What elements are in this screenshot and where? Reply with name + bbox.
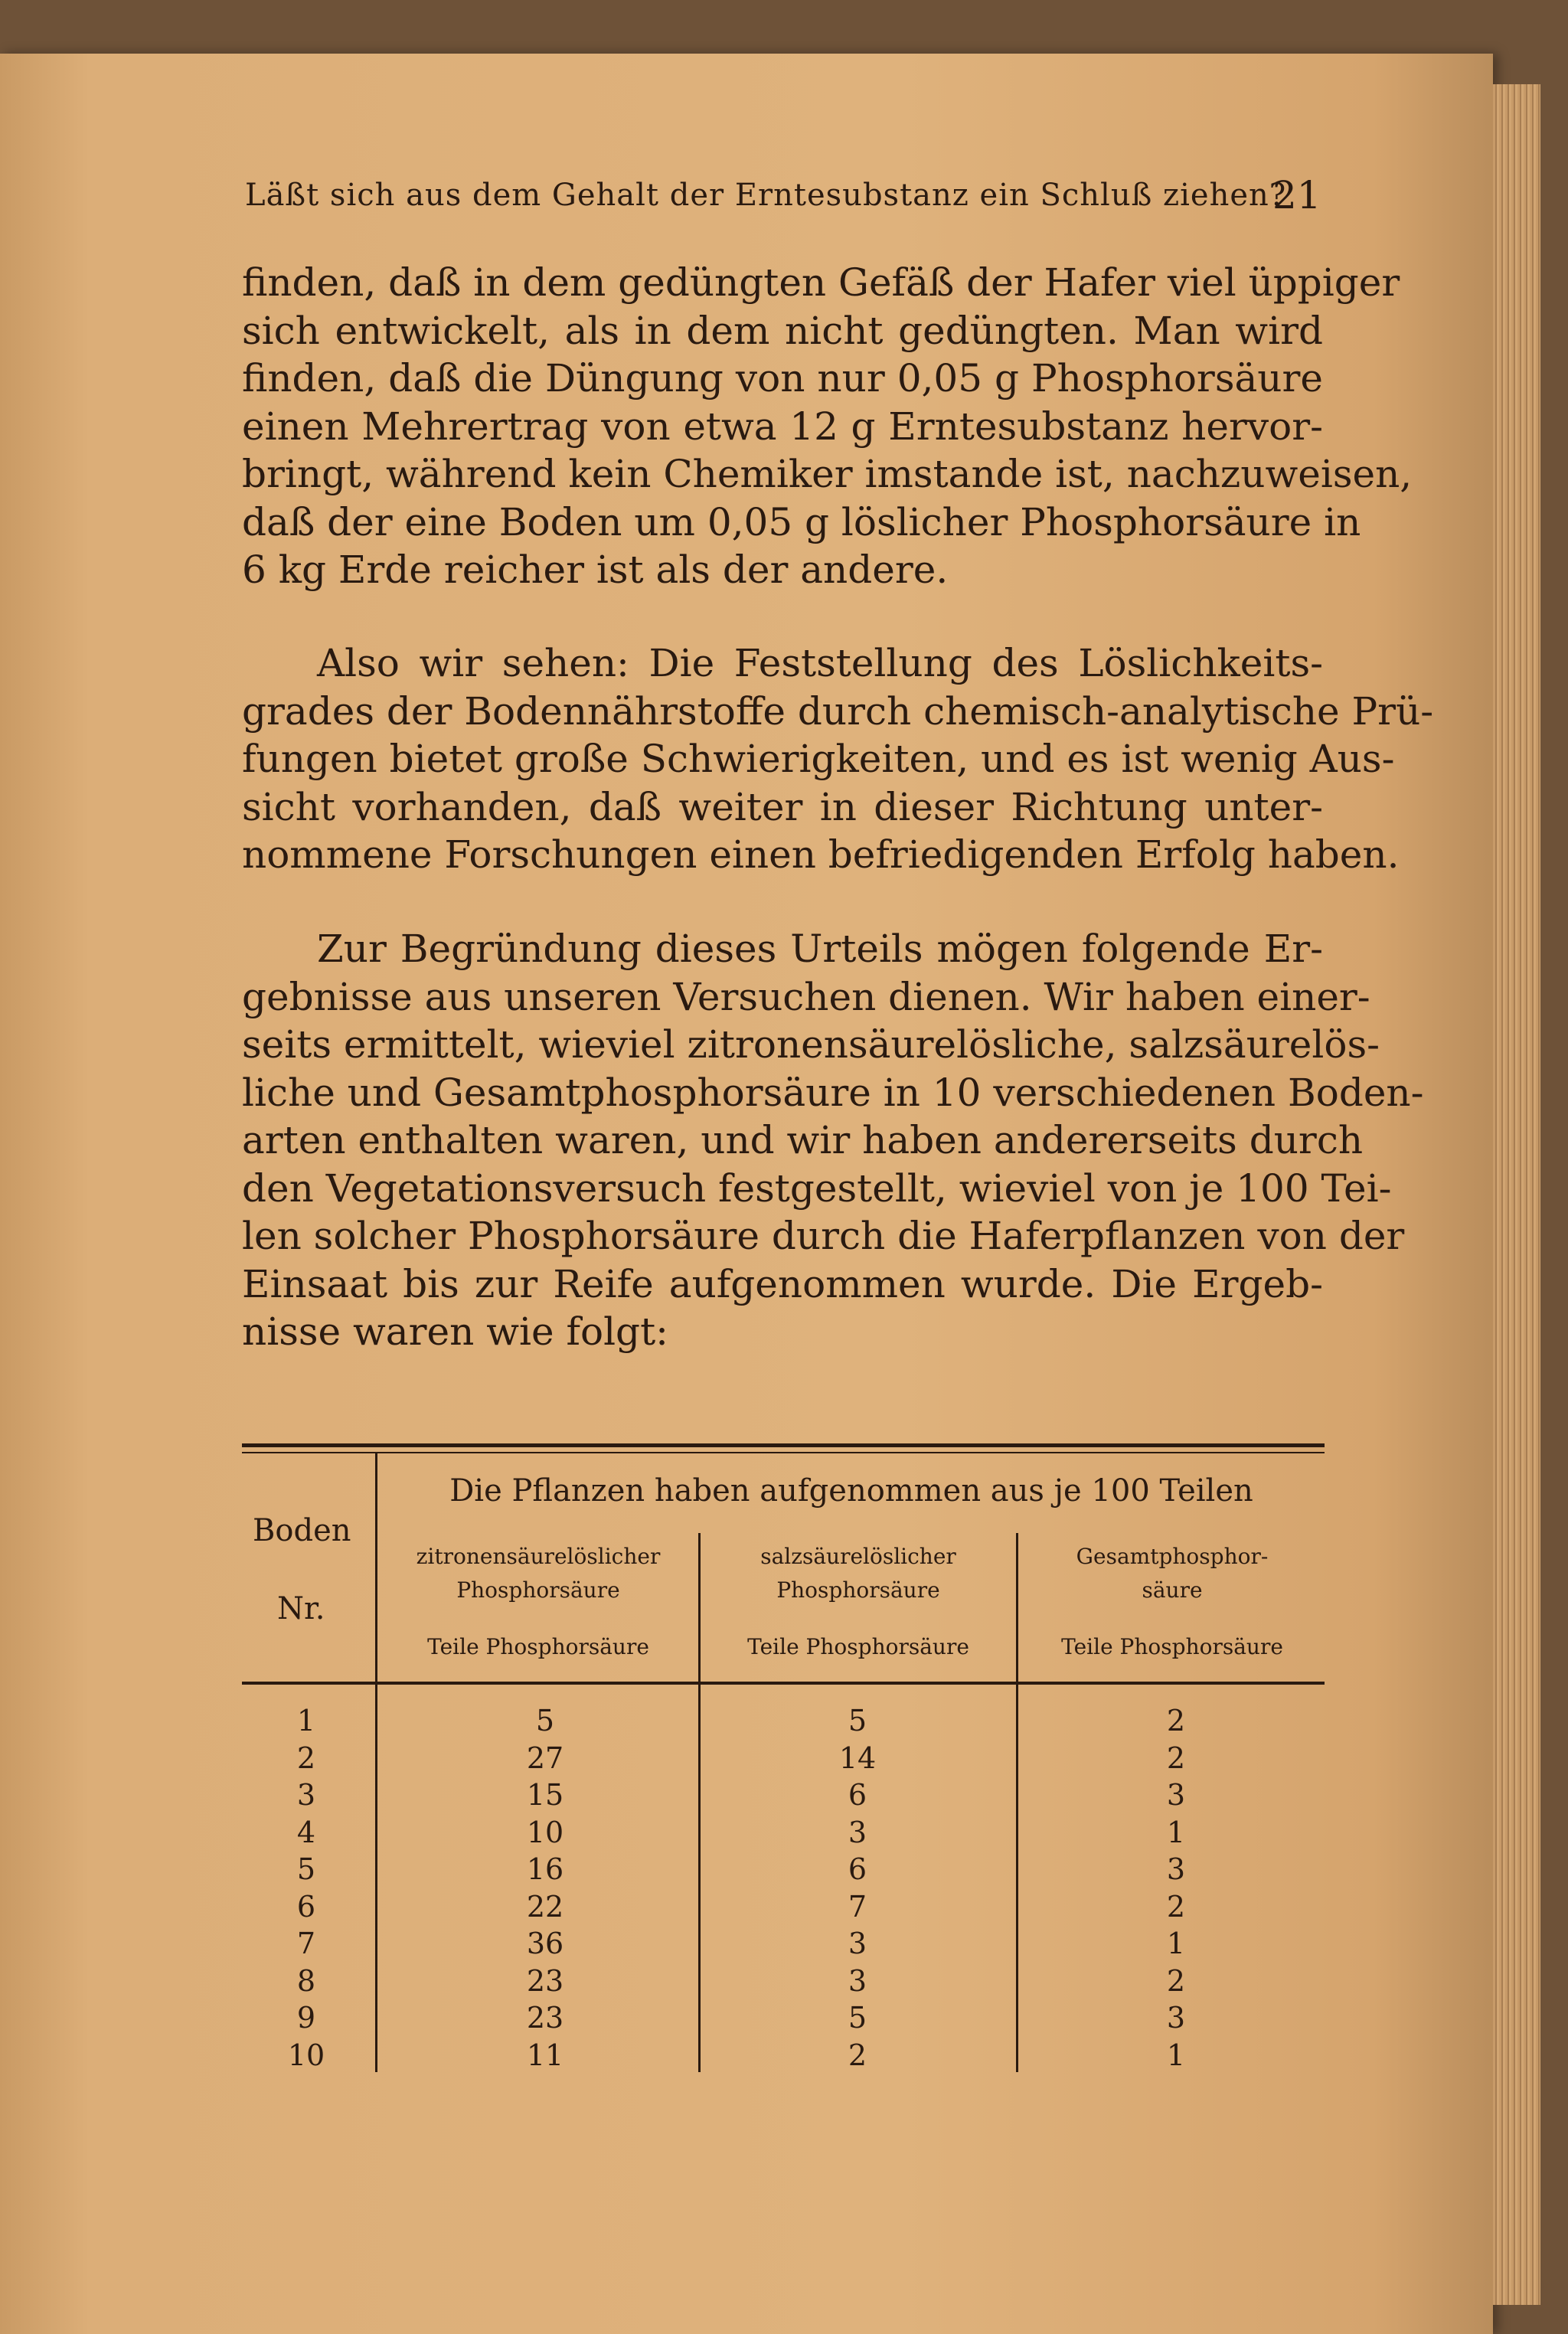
group-header: Die Pflanzen haben aufgenommen aus je 100 Teilen [449, 1473, 1253, 1509]
table-cell-value: 3 [1166, 2001, 1186, 2035]
text-line: sich entwickelt, als in dem nicht gedüngten. Man wird [242, 308, 1323, 353]
page-stack-edge [1493, 84, 1540, 2305]
table-cell-value: 27 [526, 1741, 564, 1775]
table-cell-boden-nr: 10 [287, 2038, 325, 2072]
table-cell-boden-nr: 6 [296, 1889, 316, 1924]
col-header-zitronen-2: Phosphorsäure [456, 1577, 620, 1603]
table-cell-value: 5 [848, 1704, 867, 1737]
table-cell-boden-nr: 5 [296, 1852, 316, 1886]
table-cell-boden-nr: 7 [296, 1927, 316, 1960]
col-unit-gesamt: Teile Phosphorsäure [1061, 1634, 1283, 1659]
table-cell-value: 22 [526, 1889, 564, 1924]
col-boden-label: Boden [253, 1513, 351, 1548]
table-cell-value: 5 [535, 1704, 555, 1737]
text-line: Einsaat bis zur Reife aufgenommen wurde. Die Ergeb- [242, 1261, 1323, 1306]
text-line: nisse waren wie folgt: [242, 1309, 669, 1354]
text-line: einen Mehrertrag von etwa 12 g Erntesubstanz hervor- [242, 404, 1323, 449]
text-line: fungen bietet große Schwierigkeiten, und es ist wenig Aus- [242, 737, 1395, 781]
col-header-gesamt-2: säure [1142, 1577, 1203, 1603]
table-cell-boden-nr: 2 [296, 1741, 316, 1775]
column-divider [698, 1533, 701, 1683]
table-cell-boden-nr: 3 [296, 1778, 316, 1812]
table-cell-boden-nr: 4 [296, 1815, 316, 1849]
running-title: Läßt sich aus dem Gehalt der Erntesubstanz ein Schluß ziehen? [245, 178, 1287, 213]
column-divider [375, 1453, 377, 1683]
page-number: 21 [1272, 173, 1321, 217]
text-line: finden, daß in dem gedüngten Gefäß der Hafer viel üppiger [242, 260, 1400, 305]
table-top-rule-thin [242, 1452, 1325, 1453]
table-cell-value: 36 [526, 1927, 564, 1960]
paragraph-2 [242, 639, 1434, 879]
table-cell-boden-nr: 1 [296, 1704, 316, 1737]
text-line: seits ermittelt, wieviel zitronensäurelösliche, salzsäurelös- [242, 1022, 1380, 1067]
text-line: liche und Gesamtphosphorsäure in 10 verschiedenen Boden- [242, 1070, 1424, 1115]
col-header-zitronen: zitronensäurelöslicher [416, 1544, 661, 1569]
table-cell-value: 3 [848, 1815, 867, 1849]
table-top-rule [242, 1443, 1325, 1447]
col-unit-salz: Teile Phosphorsäure [747, 1634, 969, 1659]
text-line: arten enthalten waren, und wir haben andererseits durch [242, 1118, 1364, 1162]
table-cell-value: 3 [848, 1927, 867, 1960]
col-nr-label: Nr. [277, 1591, 325, 1626]
table-cell-value: 3 [1166, 1778, 1186, 1812]
table-cell-value: 14 [838, 1741, 877, 1775]
table-header-rule [242, 1682, 1325, 1685]
table-cell-value: 7 [848, 1889, 867, 1924]
text-line: 6 kg Erde reicher ist als der andere. [242, 548, 949, 592]
table-cell-value: 6 [848, 1852, 867, 1886]
text-line: daß der eine Boden um 0,05 g löslicher Phosphorsäure in [242, 499, 1361, 544]
col-header-gesamt: Gesamtphosphor- [1076, 1544, 1269, 1569]
col-unit-zitronen: Teile Phosphorsäure [427, 1634, 649, 1659]
table-cell-value: 1 [1166, 1815, 1186, 1849]
table-cell-value: 1 [1166, 2038, 1186, 2072]
table-cell-value: 15 [526, 1778, 564, 1812]
col-header-salz-2: Phosphorsäure [776, 1577, 940, 1603]
text-line: len solcher Phosphorsäure durch die Haferpflanzen von der [242, 1214, 1405, 1258]
text-line: nommene Forschungen einen befriedigenden Erfolg haben. [242, 832, 1400, 877]
column-divider [698, 1682, 701, 2072]
table-cell-value: 1 [1166, 1927, 1186, 1960]
text-line: grades der Bodennährstoffe durch chemisch-analytische Prü- [242, 688, 1434, 734]
table-cell-value: 16 [526, 1852, 564, 1886]
column-divider [1016, 1533, 1018, 1683]
paragraph-3 [242, 925, 1424, 1356]
table-cell-value: 23 [526, 2001, 564, 2035]
text-line: sicht vorhanden, daß weiter in dieser Richtung unter- [242, 784, 1323, 829]
table-cell-value: 2 [1166, 1704, 1186, 1737]
table-cell-value: 10 [526, 1815, 564, 1849]
table-cell-value: 23 [526, 1963, 564, 1998]
text-line: finden, daß die Düngung von nur 0,05 g Phosphorsäure [242, 356, 1323, 400]
table-cell-value: 2 [848, 2038, 867, 2072]
table-cell-value: 2 [1166, 1889, 1186, 1924]
text-line: Zur Begründung dieses Urteils mögen folgende Er- [317, 927, 1323, 971]
column-divider [1016, 1682, 1018, 2072]
table-cell-boden-nr: 8 [296, 1963, 316, 1998]
table-cell-value: 5 [848, 2001, 867, 2035]
paragraph-1 [242, 259, 1413, 594]
table-cell-value: 3 [1166, 1852, 1186, 1886]
table-cell-value: 11 [526, 2038, 564, 2072]
table-cell-value: 2 [1166, 1741, 1186, 1775]
text-line: den Vegetationsversuch festgestellt, wieviel von je 100 Tei- [242, 1165, 1392, 1211]
table-cell-value: 2 [1166, 1963, 1186, 1998]
table-cell-value: 6 [848, 1778, 867, 1812]
text-line: Also wir sehen: Die Feststellung des Löslichkeits- [317, 641, 1323, 685]
table-cell-value: 3 [848, 1963, 867, 1998]
col-header-salz: salzsäurelöslicher [760, 1544, 956, 1569]
text-line: gebnisse aus unseren Versuchen dienen. Wir haben einer- [242, 974, 1370, 1019]
table-cell-boden-nr: 9 [296, 2001, 316, 2035]
text-line: bringt, während kein Chemiker imstande ist, nachzuweisen, [242, 452, 1413, 496]
